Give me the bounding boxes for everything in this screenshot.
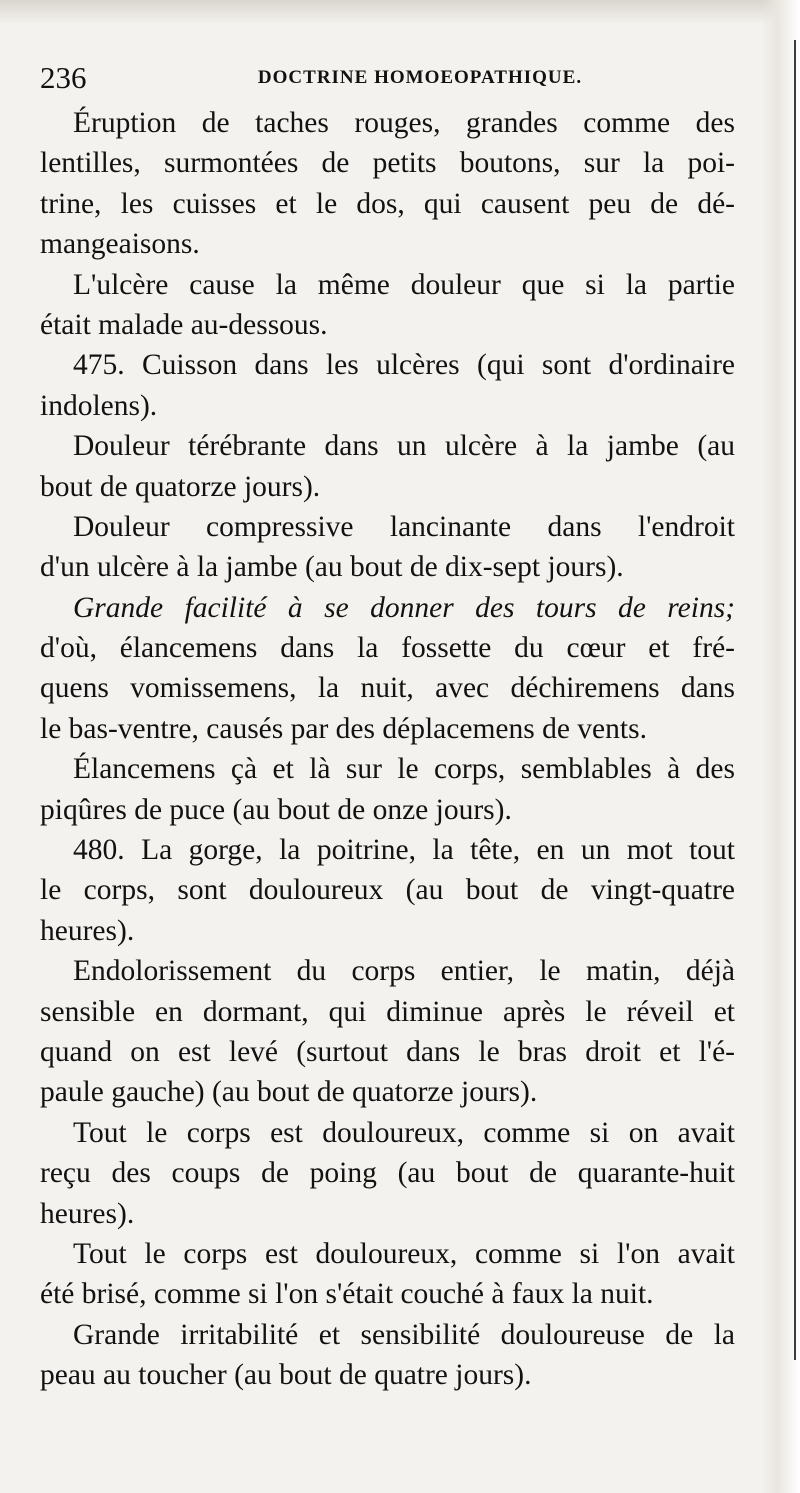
text-line: été brisé, comme si l'on s'était couché à faux la nuit. [40,1278,654,1311]
text-line: le bas-ventre, causés par des déplacemens de vents. [40,712,647,745]
text-line: Grande facilité à se donner des tours de reins; [73,591,735,624]
text-line: Endolorissement du corps entier, le matin, déjà [73,955,735,988]
text-line: Élancemens çà et là sur le corps, semblables à des [73,753,735,786]
text-line: le corps, sont douloureux (au bout de vingt-quatre [40,874,735,907]
scan-top-shadow [0,0,800,24]
text-line: reçu des coups de poing (au bout de quarante-huit [40,1157,735,1190]
text-line: Éruption de taches rouges, grandes comme des [73,107,735,139]
scan-binding-line [794,40,796,1360]
text-line: lentilles, surmontées de petits boutons, sur la poi- [40,147,735,180]
text-line: était malade au-dessous. [40,308,328,341]
text-line: Grande irritabilité et sensibilité douloureuse de la [73,1318,735,1351]
text-line: Douleur térébrante dans un ulcère à la jambe (au [73,430,735,463]
page-number: 236 [40,60,87,95]
text-line: Tout le corps est douloureux, comme si l'on avait [73,1237,735,1270]
text-line: trine, les cuisses et le dos, qui causent peu de dé- [40,187,735,220]
text-line: peau au toucher (au bout de quatre jours). [40,1359,532,1392]
text-line: 480. La gorge, la poitrine, la tête, en un mot tout [73,834,735,867]
text-line: indolens). [40,389,158,422]
text-line: quand on est levé (surtout dans le bras droit et l'é- [40,1035,735,1068]
text-line: quens vomissemens, la nuit, avec déchiremens dans [40,672,735,705]
text-line: L'ulcère cause la même douleur que si la partie [73,268,735,301]
text-line: piqûres de puce (au bout de onze jours). [40,793,512,826]
text-line: bout de quatorze jours). [40,470,321,503]
text-line: mangeaisons. [40,228,200,261]
text-line: d'un ulcère à la jambe (au bout de dix-sept jours). [40,551,624,584]
text-line: 475. Cuisson dans les ulcères (qui sont d'ordinaire [73,349,735,382]
text-line: sensible en dormant, qui diminue après le réveil et [40,995,735,1028]
page-body-text [40,103,735,1396]
running-head: DOCTRINE HOMOEOPATHIQUE. [257,67,583,88]
text-line: heures). [40,1197,135,1230]
text-line: paule gauche) (au bout de quatorze jours). [40,1076,538,1109]
text-line: d'où, élancemens dans la fossette du cœur et fré- [40,632,735,665]
text-line: Douleur compressive lancinante dans l'endroit [73,510,735,543]
text-line: Tout le corps est douloureux, comme si on avait [73,1116,735,1149]
text-line: heures). [40,914,135,947]
page-header [40,60,740,96]
